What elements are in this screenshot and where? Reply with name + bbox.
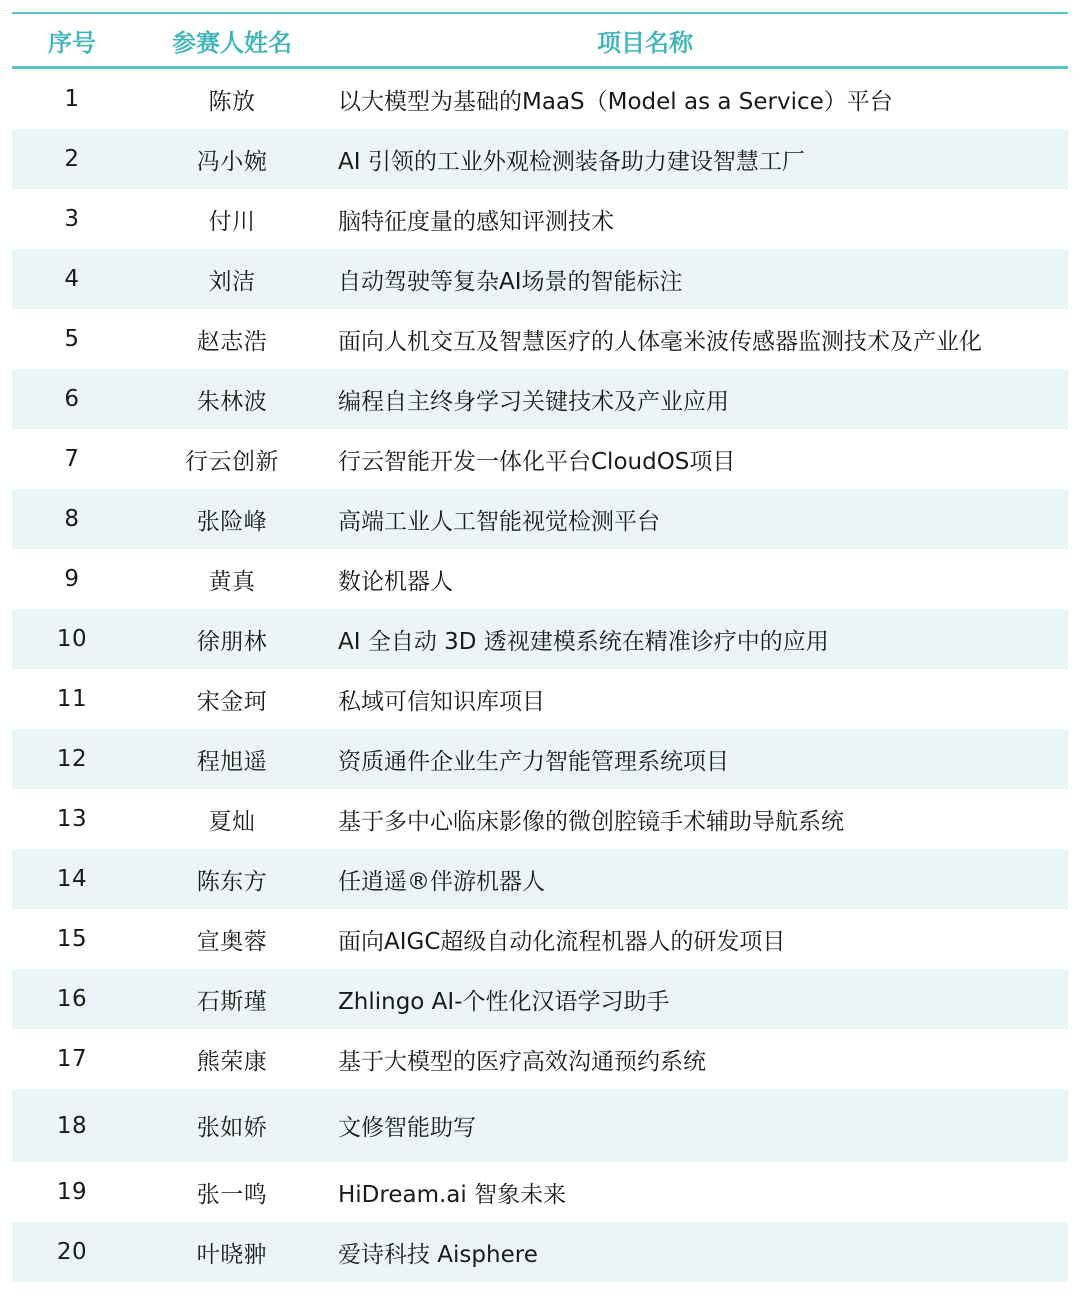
table-row: [12, 1089, 1068, 1162]
project-name: 数论机器人: [338, 568, 453, 595]
participant-name: 黄真: [208, 568, 256, 595]
participant-name: 刘洁: [208, 268, 256, 295]
header-project-label: 项目名称: [597, 28, 693, 57]
project-name: 编程自主终身学习关键技术及产业应用: [338, 388, 729, 415]
header-cell-project: [332, 23, 1068, 58]
participant-name: 张如娇: [196, 1115, 268, 1141]
project-name: 资质通件企业生产力智能管理系统项目: [338, 748, 729, 775]
participant-name: 行云创新: [185, 448, 279, 475]
participants-table: [12, 12, 1068, 1282]
row-number: 8: [64, 506, 80, 532]
row-number: 17: [56, 1046, 88, 1072]
row-number: 3: [64, 206, 80, 232]
header-no-label: 序号: [48, 28, 96, 57]
participant-name: 朱林波: [196, 388, 268, 415]
table-row: [12, 609, 1068, 669]
participant-name: 徐朋林: [196, 628, 268, 655]
table-row: [12, 309, 1068, 369]
row-number: 5: [64, 326, 80, 352]
participant-name: 夏灿: [208, 808, 256, 835]
project-name: 行云智能开发一体化平台CloudOS项目: [338, 448, 736, 475]
row-number: 11: [56, 686, 88, 712]
table-row: [12, 849, 1068, 909]
project-name: 任逍遥®伴游机器人: [338, 868, 545, 895]
project-name: 高端工业人工智能视觉检测平台: [338, 508, 660, 535]
table-row: [12, 909, 1068, 969]
participant-name: 陈放: [208, 88, 256, 115]
participant-name: 宋金珂: [196, 688, 268, 715]
table-row: [12, 669, 1068, 729]
row-number: 4: [64, 266, 80, 292]
row-number: 9: [64, 566, 80, 592]
table-row: [12, 129, 1068, 189]
row-number: 1: [64, 86, 80, 112]
participant-name: 付川: [208, 208, 256, 235]
participant-name: 陈东方: [196, 868, 268, 895]
project-name: HiDream.ai 智象未来: [338, 1181, 567, 1208]
project-name: 基于多中心临床影像的微创腔镜手术辅助导航系统: [338, 808, 844, 835]
table-row: [12, 549, 1068, 609]
table-row: [12, 1029, 1068, 1089]
row-number: 7: [64, 446, 80, 472]
header-cell-no: [12, 23, 132, 58]
header-name-label: 参赛人姓名: [172, 28, 292, 57]
row-number: 12: [56, 746, 88, 772]
row-number: 2: [64, 146, 80, 172]
table-row: [12, 189, 1068, 249]
participant-name: 冯小婉: [196, 148, 268, 175]
table-header: [12, 14, 1068, 69]
project-name: 基于大模型的医疗高效沟通预约系统: [338, 1048, 706, 1075]
project-name: AI 引领的工业外观检测装备助力建设智慧工厂: [338, 148, 805, 175]
project-name: 私域可信知识库项目: [338, 688, 545, 715]
table-body: [12, 69, 1068, 1282]
row-number: 15: [56, 926, 88, 952]
row-number: 14: [56, 866, 88, 892]
project-name: 爱诗科技 Aisphere: [338, 1241, 538, 1268]
table-row: [12, 1222, 1068, 1282]
participant-name: 程旭遥: [196, 748, 268, 775]
project-name: 自动驾驶等复杂AI场景的智能标注: [338, 268, 683, 295]
table-row: [12, 69, 1068, 129]
table-row: [12, 249, 1068, 309]
project-name: Zhlingo AI-个性化汉语学习助手: [338, 988, 670, 1015]
table-row: [12, 1162, 1068, 1222]
project-name: 文修智能助写: [338, 1115, 476, 1141]
header-cell-name: [132, 23, 332, 58]
participant-name: 叶晓翀: [196, 1241, 268, 1268]
participant-name: 石斯瑾: [196, 988, 268, 1015]
participant-name: 赵志浩: [196, 328, 268, 355]
participant-name: 宣奥蓉: [196, 928, 268, 955]
row-number: 16: [56, 986, 88, 1012]
project-name: 面向AIGC超级自动化流程机器人的研发项目: [338, 928, 786, 955]
project-name: 以大模型为基础的MaaS（Model as a Service）平台: [338, 88, 893, 115]
project-name: 面向人机交互及智慧医疗的人体毫米波传感器监测技术及产业化: [338, 328, 982, 355]
table-row: [12, 369, 1068, 429]
table-row: [12, 429, 1068, 489]
project-name: AI 全自动 3D 透视建模系统在精准诊疗中的应用: [338, 628, 829, 655]
row-number: 20: [56, 1239, 88, 1265]
participant-name: 张一鸣: [196, 1181, 268, 1208]
participant-name: 熊荣康: [196, 1048, 268, 1075]
row-number: 13: [56, 806, 88, 832]
table-row: [12, 969, 1068, 1029]
participant-name: 张险峰: [196, 508, 268, 535]
row-number: 10: [56, 626, 88, 652]
table-row: [12, 789, 1068, 849]
table-row: [12, 489, 1068, 549]
table-row: [12, 729, 1068, 789]
row-number: 6: [64, 386, 80, 412]
row-number: 19: [56, 1179, 88, 1205]
row-number: 18: [56, 1112, 88, 1139]
project-name: 脑特征度量的感知评测技术: [338, 208, 614, 235]
